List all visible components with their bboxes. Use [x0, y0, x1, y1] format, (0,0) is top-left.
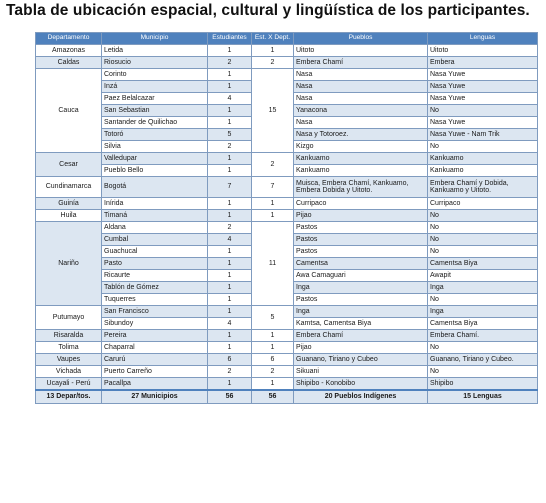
cell-estudiantes: 1	[208, 210, 252, 222]
cell-pueblos: Pijao	[294, 210, 428, 222]
cell-lenguas: Camentsa Biya	[428, 318, 538, 330]
cell-departamento: Nariño	[36, 222, 102, 306]
cell-municipio: Bogotá	[102, 177, 208, 198]
cell-estudiantes: 2	[208, 141, 252, 153]
table-row	[36, 354, 538, 366]
cell-pueblos: Nasa	[294, 69, 428, 81]
table-row	[36, 366, 538, 378]
cell-departamento: Amazonas	[36, 45, 102, 57]
participants-table	[35, 32, 538, 404]
cell-lenguas: Embera Chamí.	[428, 330, 538, 342]
cell-pueblos: Kankuamo	[294, 153, 428, 165]
cell-lenguas: Awapit	[428, 270, 538, 282]
header-lenguas: Lenguas	[428, 33, 538, 45]
cell-municipio: Inírida	[102, 198, 208, 210]
cell-lenguas: Nasa Yuwe	[428, 93, 538, 105]
cell-municipio: Totoró	[102, 129, 208, 141]
table-row	[36, 198, 538, 210]
cell-est-x-dept: 1	[252, 198, 294, 210]
table-row	[36, 153, 538, 165]
cell-est-x-dept: 1	[252, 330, 294, 342]
cell-pueblos: Pastos	[294, 222, 428, 234]
cell-pueblos: Sikuani	[294, 366, 428, 378]
cell-estudiantes: 1	[208, 294, 252, 306]
cell-municipio: Letida	[102, 45, 208, 57]
table-footer-row	[36, 390, 538, 404]
cell-estudiantes: 5	[208, 129, 252, 141]
cell-pueblos: Muisca, Embera Chamí, Kankuamo, Embera Dobida y Uitoto.	[294, 177, 428, 198]
cell-estudiantes: 1	[208, 246, 252, 258]
cell-pueblos: Uitoto	[294, 45, 428, 57]
cell-departamento: Ucayali - Perú	[36, 378, 102, 391]
cell-pueblos: Nasa	[294, 93, 428, 105]
cell-municipio: Carurú	[102, 354, 208, 366]
cell-lenguas: No	[428, 246, 538, 258]
cell-pueblos: Inga	[294, 282, 428, 294]
cell-municipio: Ricaurte	[102, 270, 208, 282]
cell-pueblos: Pastos	[294, 294, 428, 306]
cell-departamento: Risaralda	[36, 330, 102, 342]
table-row	[36, 210, 538, 222]
table-row	[36, 57, 538, 69]
cell-est-x-dept: 1	[252, 342, 294, 354]
table-row	[36, 69, 538, 81]
cell-departamento: Huila	[36, 210, 102, 222]
cell-estudiantes: 4	[208, 234, 252, 246]
cell-pueblos: Curripaco	[294, 198, 428, 210]
cell-municipio: Sibundoy	[102, 318, 208, 330]
cell-lenguas: Nasa Yuwe	[428, 117, 538, 129]
cell-pueblos: Kamtsa, Camentsa Biya	[294, 318, 428, 330]
footer-estudiantes: 56	[208, 390, 252, 404]
cell-estudiantes: 1	[208, 105, 252, 117]
cell-estudiantes: 1	[208, 282, 252, 294]
cell-departamento: Tolima	[36, 342, 102, 354]
cell-departamento: Cesar	[36, 153, 102, 177]
cell-lenguas: No	[428, 234, 538, 246]
table-body	[36, 45, 538, 391]
cell-municipio: Timaná	[102, 210, 208, 222]
cell-lenguas: No	[428, 294, 538, 306]
cell-lenguas: Nasa Yuwe	[428, 81, 538, 93]
cell-estudiantes: 1	[208, 258, 252, 270]
cell-lenguas: Curripaco	[428, 198, 538, 210]
cell-lenguas: Nasa Yuwe - Nam Trik	[428, 129, 538, 141]
cell-estudiantes: 1	[208, 81, 252, 93]
cell-lenguas: No	[428, 342, 538, 354]
cell-departamento: Caldas	[36, 57, 102, 69]
cell-estudiantes: 1	[208, 342, 252, 354]
cell-estudiantes: 2	[208, 366, 252, 378]
cell-lenguas: Inga	[428, 306, 538, 318]
cell-lenguas: Shipibo	[428, 378, 538, 391]
cell-departamento: Putumayo	[36, 306, 102, 330]
cell-municipio: Corinto	[102, 69, 208, 81]
header-estudiantes: Estudiantes	[208, 33, 252, 45]
table-header-row	[36, 33, 538, 45]
cell-est-x-dept: 1	[252, 378, 294, 391]
cell-municipio: Pacallpa	[102, 378, 208, 391]
cell-pueblos: Pastos	[294, 234, 428, 246]
cell-pueblos: Pastos	[294, 246, 428, 258]
header-pueblos: Pueblos	[294, 33, 428, 45]
cell-municipio: Guachucal	[102, 246, 208, 258]
cell-lenguas: Camentsa Biya	[428, 258, 538, 270]
cell-estudiantes: 6	[208, 354, 252, 366]
cell-estudiantes: 1	[208, 198, 252, 210]
cell-lenguas: Kankuamo	[428, 165, 538, 177]
cell-municipio: Tuquerres	[102, 294, 208, 306]
table-row	[36, 378, 538, 391]
footer-est-x-dept: 56	[252, 390, 294, 404]
cell-est-x-dept: 7	[252, 177, 294, 198]
cell-departamento: Cundinamarca	[36, 177, 102, 198]
cell-pueblos: Shipibo - Konobibo	[294, 378, 428, 391]
cell-lenguas: No	[428, 105, 538, 117]
cell-municipio: Aldana	[102, 222, 208, 234]
footer-pueblos: 20 Pueblos Indígenes	[294, 390, 428, 404]
cell-estudiantes: 2	[208, 222, 252, 234]
header-departamento: Departamento	[36, 33, 102, 45]
cell-lenguas: No	[428, 222, 538, 234]
cell-pueblos: Pijao	[294, 342, 428, 354]
cell-municipio: San Sebastian	[102, 105, 208, 117]
cell-municipio: Chaparral	[102, 342, 208, 354]
cell-est-x-dept: 1	[252, 210, 294, 222]
cell-estudiantes: 1	[208, 270, 252, 282]
cell-estudiantes: 1	[208, 378, 252, 391]
cell-estudiantes: 1	[208, 165, 252, 177]
cell-pueblos: Nasa y Totoroez.	[294, 129, 428, 141]
cell-municipio: Silvia	[102, 141, 208, 153]
header-est-x-dept: Est. X Dept.	[252, 33, 294, 45]
table-row	[36, 342, 538, 354]
cell-estudiantes: 7	[208, 177, 252, 198]
table-row	[36, 177, 538, 198]
cell-municipio: Valledupar	[102, 153, 208, 165]
cell-lenguas: No	[428, 210, 538, 222]
cell-municipio: San Francisco	[102, 306, 208, 318]
cell-est-x-dept: 15	[252, 69, 294, 153]
cell-est-x-dept: 2	[252, 366, 294, 378]
cell-pueblos: Embera Chamí	[294, 330, 428, 342]
cell-lenguas: Guanano, Tiriano y Cubeo.	[428, 354, 538, 366]
cell-municipio: Pereira	[102, 330, 208, 342]
cell-municipio: Puerto Carreño	[102, 366, 208, 378]
cell-municipio: Pueblo Bello	[102, 165, 208, 177]
cell-municipio: Tablón de Gómez	[102, 282, 208, 294]
cell-pueblos: Yanacona	[294, 105, 428, 117]
cell-estudiantes: 1	[208, 117, 252, 129]
cell-estudiantes: 1	[208, 330, 252, 342]
cell-estudiantes: 2	[208, 57, 252, 69]
footer-lenguas: 15 Lenguas	[428, 390, 538, 404]
cell-estudiantes: 4	[208, 318, 252, 330]
cell-est-x-dept: 2	[252, 153, 294, 177]
cell-departamento: Vichada	[36, 366, 102, 378]
cell-municipio: Paez Belalcazar	[102, 93, 208, 105]
table-row	[36, 306, 538, 318]
cell-estudiantes: 1	[208, 306, 252, 318]
cell-pueblos: Embera Chamí	[294, 57, 428, 69]
cell-lenguas: Kankuamo	[428, 153, 538, 165]
cell-municipio: Santander de Quilichao	[102, 117, 208, 129]
cell-lenguas: Inga	[428, 282, 538, 294]
cell-pueblos: Nasa	[294, 81, 428, 93]
cell-municipio: Riosucio	[102, 57, 208, 69]
table-row	[36, 45, 538, 57]
cell-estudiantes: 1	[208, 45, 252, 57]
cell-municipio: Pasto	[102, 258, 208, 270]
cell-lenguas: Embera Chamí y Dobida, Kankuamo y Uitoto.	[428, 177, 538, 198]
cell-pueblos: Awa Camaguari	[294, 270, 428, 282]
cell-est-x-dept: 5	[252, 306, 294, 330]
cell-pueblos: Nasa	[294, 117, 428, 129]
cell-municipio: Inzá	[102, 81, 208, 93]
cell-lenguas: No	[428, 366, 538, 378]
cell-departamento: Cauca	[36, 69, 102, 153]
cell-estudiantes: 4	[208, 93, 252, 105]
footer-municipios: 27 Municipios	[102, 390, 208, 404]
cell-est-x-dept: 1	[252, 45, 294, 57]
cell-estudiantes: 1	[208, 69, 252, 81]
cell-est-x-dept: 6	[252, 354, 294, 366]
table-title: Tabla de ubicación espacial, cultural y lingüística de los participantes.	[6, 2, 530, 19]
cell-est-x-dept: 11	[252, 222, 294, 306]
cell-pueblos: Inga	[294, 306, 428, 318]
table-row	[36, 222, 538, 234]
cell-departamento: Guinía	[36, 198, 102, 210]
cell-lenguas: Uitoto	[428, 45, 538, 57]
footer-departamentos: 13 Depar/tos.	[36, 390, 102, 404]
cell-est-x-dept: 2	[252, 57, 294, 69]
cell-pueblos: Guanano, Tiriano y Cubeo	[294, 354, 428, 366]
table-row	[36, 330, 538, 342]
header-municipio: Municipio	[102, 33, 208, 45]
cell-estudiantes: 1	[208, 153, 252, 165]
cell-departamento: Vaupes	[36, 354, 102, 366]
cell-pueblos: Camentsa	[294, 258, 428, 270]
cell-lenguas: No	[428, 141, 538, 153]
cell-pueblos: Kizgo	[294, 141, 428, 153]
cell-lenguas: Nasa Yuwe	[428, 69, 538, 81]
cell-municipio: Cumbal	[102, 234, 208, 246]
cell-pueblos: Kankuamo	[294, 165, 428, 177]
cell-lenguas: Embera	[428, 57, 538, 69]
